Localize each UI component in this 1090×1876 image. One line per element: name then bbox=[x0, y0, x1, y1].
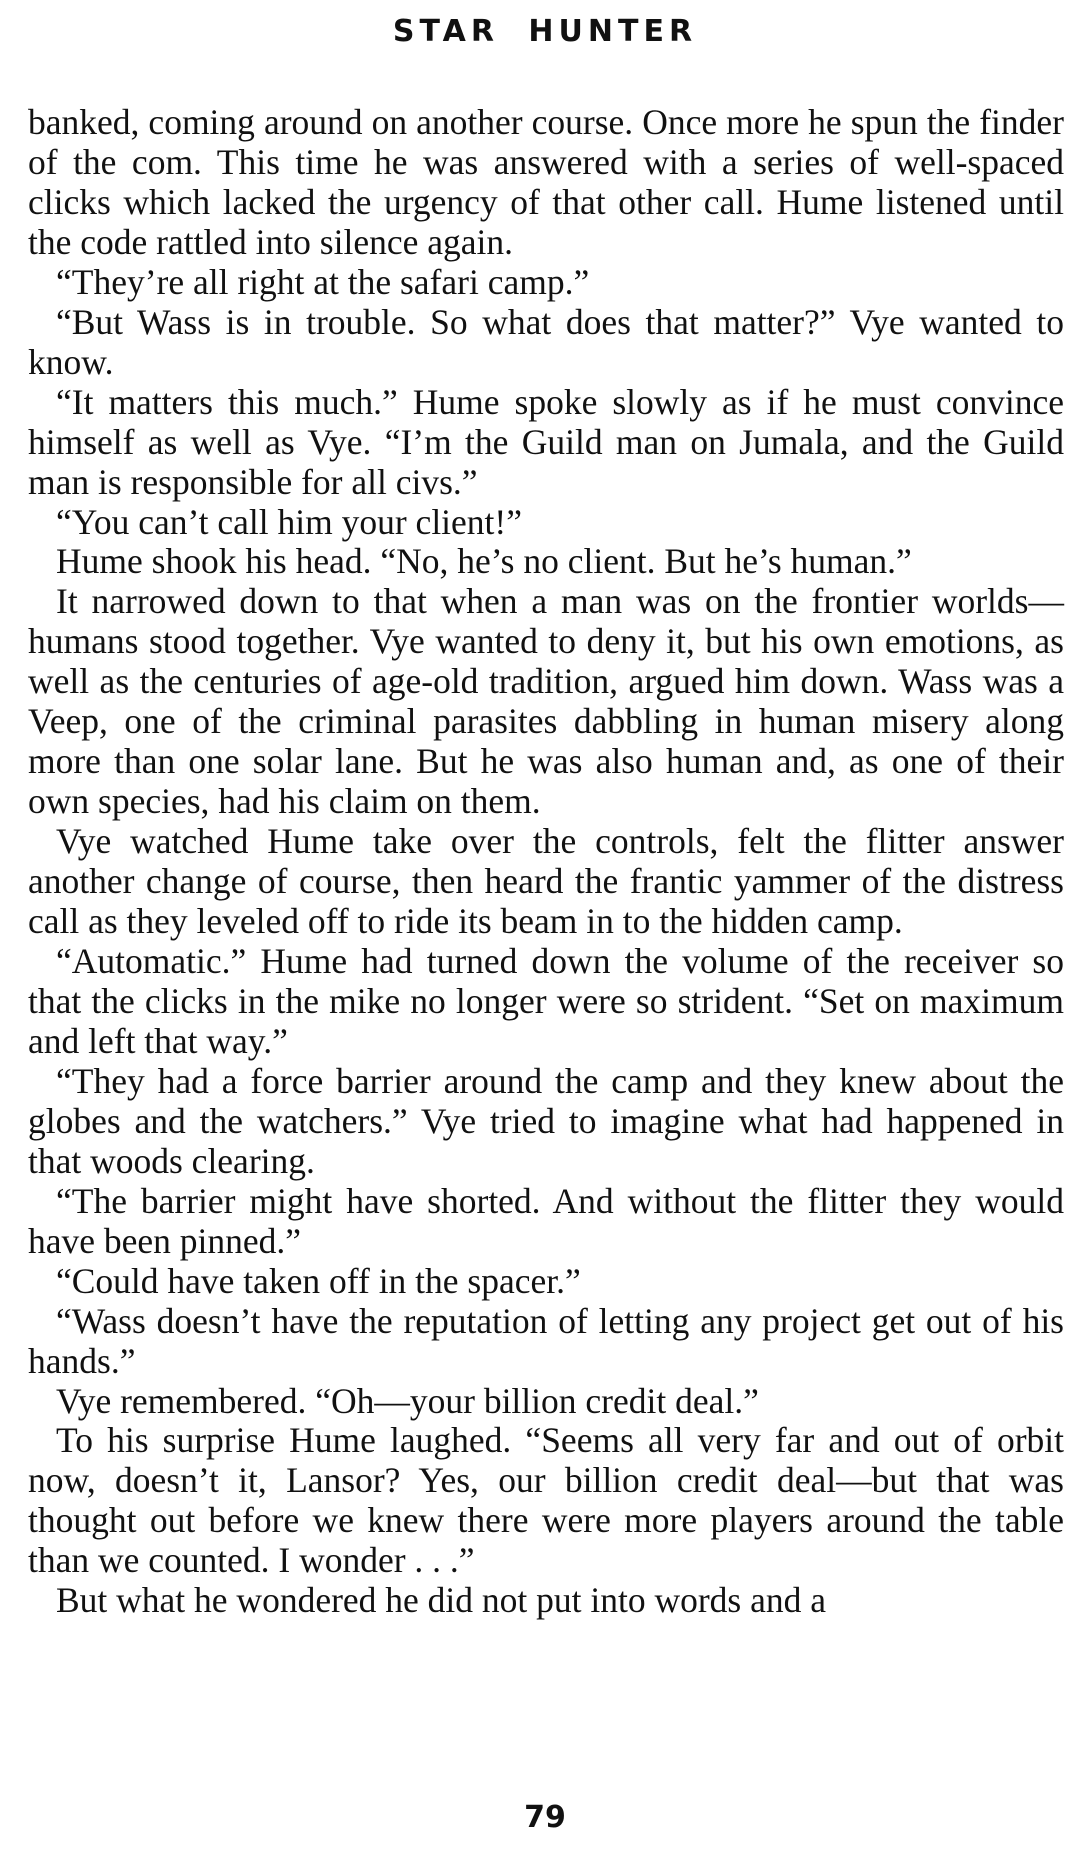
paragraph: “The barrier might have shorted. And without the flitter they would have been pinned.” bbox=[28, 1180, 1064, 1261]
paragraph: “Automatic.” Hume had turned down the volume of the receiver so that the clicks in the mike no longer were so strident. “Set on maximum and left that way.” bbox=[28, 941, 1064, 1061]
body-text bbox=[28, 103, 1064, 1621]
running-head-title: STAR HUNTER bbox=[392, 14, 698, 49]
paragraph: “Could have taken off in the spacer.” bbox=[56, 1260, 581, 1301]
paragraph: But what he wondered he did not put into words and a bbox=[56, 1580, 827, 1621]
paragraph: “You can’t call him your client!” bbox=[56, 501, 522, 542]
paragraph: It narrowed down to that when a man was on the frontier worlds—humans stood together. Vye wanted to deny it, but his own emotions, as well as the centuries of age-old tradition, argued him down. Wass was a Veep, one of the criminal parasites dabbling in human misery along more than one solar lane. But he was also human and, as one of their own species, had his claim on them. bbox=[28, 581, 1064, 822]
paragraph: “They’re all right at the safari camp.” bbox=[56, 261, 590, 302]
paragraph: “It matters this much.” Hume spoke slowly as if he must convince himself as well as Vye. “I’m the Guild man on Jumala, and the Guild man is responsible for all civs.” bbox=[28, 381, 1064, 502]
page-number: 79 bbox=[524, 1800, 566, 1835]
paragraph: To his surprise Hume laughed. “Seems all very far and out of orbit now, doesn’t it, Lansor? Yes, our billion credit deal—but that was thought out before we knew there were more players around the table than we counted. I wonder . . .” bbox=[28, 1420, 1064, 1581]
paragraph: banked, coming around on another course. Once more he spun the finder of the com. This time he was answered with a series of well-spaced clicks which lacked the urgency of that other call. Hume listened until the code rattled into silence again. bbox=[28, 102, 1064, 262]
paragraph: Hume shook his head. “No, he’s no client. But he’s human.” bbox=[56, 541, 912, 582]
paragraph: Vye remembered. “Oh—your billion credit deal.” bbox=[56, 1380, 759, 1421]
paragraph: “They had a force barrier around the camp and they knew about the globes and the watchers.” Vye tried to imagine what had happened in that woods clearing. bbox=[28, 1060, 1064, 1181]
paragraph: Vye watched Hume take over the controls, felt the flitter answer another change of course, then heard the frantic yammer of the distress call as they leveled off to ride its beam in to the hidden camp. bbox=[28, 821, 1064, 942]
paragraph: “Wass doesn’t have the reputation of letting any project get out of his hands.” bbox=[28, 1300, 1064, 1381]
paragraph: “But Wass is in trouble. So what does that matter?” Vye wanted to know. bbox=[28, 301, 1064, 382]
